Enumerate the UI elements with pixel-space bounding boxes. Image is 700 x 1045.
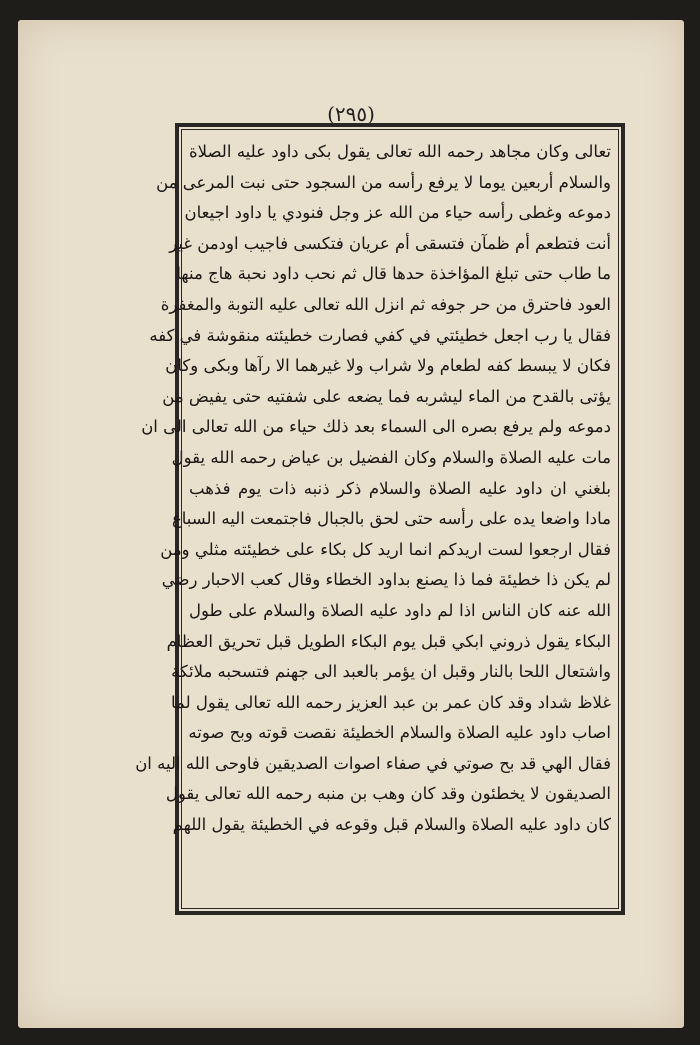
text-line: دموعه وغطى رأسه حياء من الله عز وجل فنودي يا داود اجيعان: [184, 203, 611, 223]
text-line: البكاء يقول ذروني ابكي قبل يوم البكاء الطويل قبل تحريق العظام: [166, 631, 611, 651]
text-line: اصاب داود عليه الصلاة والسلام الخطيئة نقصت قوته وبح صوته: [188, 723, 611, 743]
text-line: تعالى وكان مجاهد رحمه الله تعالى يقول بكى داود عليه الصلاة: [189, 142, 611, 161]
text-line: والسلام أربعين يوما لا يرفع رأسه من السجود حتى نبت المرعى من: [156, 172, 611, 192]
text-line: كان داود عليه الصلاة والسلام قبل وقوعه في الخطيئة يقول اللهم: [172, 815, 611, 835]
text-line: فقال يا رب اجعل خطيئتي في كفي فصارت خطيئته منقوشة في كفه: [149, 325, 611, 345]
text-line: الصديقون لا يخطئون وقد كان وهب بن منبه رحمه الله تعالى يقول: [165, 784, 611, 804]
text-line: ما طاب حتى تبلغ المؤاخذة حدها قال ثم نحب داود نحبة هاج منها: [176, 264, 611, 284]
text-line: لم يكن ذا خطيئة فما ذا يصنع بداود الخطاء وقال كعب الاحبار رضي: [161, 570, 611, 590]
text-line: مادا واضعا يده على رأسه حتى لحق بالجبال فاجتمعت اليه السباع: [171, 509, 611, 529]
text-block: [135, 137, 611, 901]
text-line: يؤتى بالقدح من الماء ليشربه فما يضعه على شفتيه حتى يفيض من: [162, 386, 611, 406]
text-frame: [135, 123, 625, 915]
text-line: العود فاحترق من حر جوفه ثم انزل الله تعالى عليه التوبة والمغفرة: [160, 294, 611, 314]
text-line: دموعه ولم يرفع بصره الى السماء بعد ذلك حياء من الله تعالى الى ان: [141, 417, 611, 437]
page-number: (٢٩٥): [327, 102, 375, 126]
text-line: فقال ارجعوا لست اريدكم انما اريد كل بكاء على خطيئته مثلي ومن: [160, 539, 611, 559]
text-line: واشتعال اللحا بالنار وقبل ان يؤمر بالعبد الى جهنم فتسحبه ملائكة: [171, 662, 611, 682]
text-line: مات عليه الصلاة والسلام وكان الفضيل بن عياض رحمه الله يقول: [171, 447, 611, 467]
text-line: فقال الهي قد بح صوتي في صفاء اصوات الصديقين فاوحى الله اليه ان: [135, 753, 611, 773]
text-line: بلغني ان داود عليه الصلاة والسلام ذكر ذنبه ذات يوم فذهب: [189, 478, 611, 498]
book-page: [18, 20, 684, 1028]
text-line: غلاظ شداد وقد كان عمر بن عبد العزيز رحمه الله تعالى يقول لما: [171, 692, 611, 712]
text-line: فكان لا يبسط كفه لطعام ولا شراب ولا غيرهما الا رآها وبكى وكان: [165, 356, 611, 376]
text-line: الله عنه كان الناس اذا لم داود عليه الصلاة والسلام على طول: [189, 600, 611, 620]
text-line: أنت فتطعم أم ظمآن فتسقى أم عريان فتكسى فاجيب اودمن غير: [169, 233, 611, 253]
